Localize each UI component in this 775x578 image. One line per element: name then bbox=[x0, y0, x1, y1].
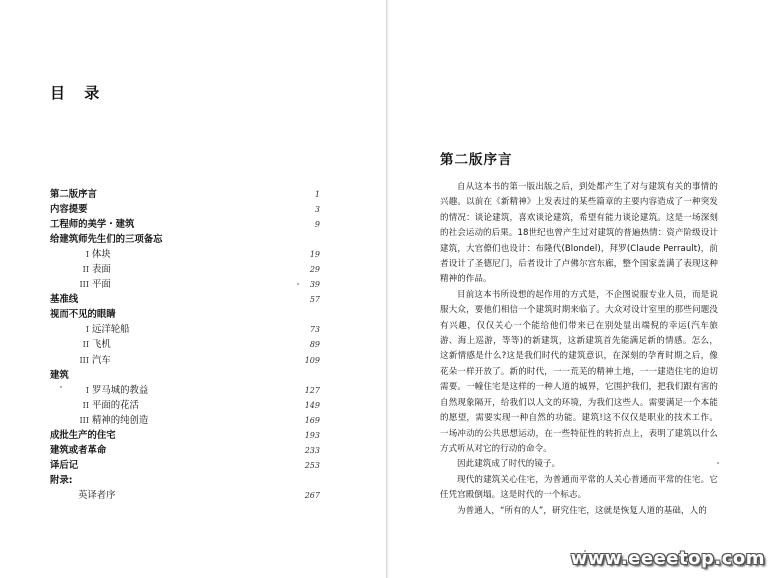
toc-entry-label: 平面的花活 bbox=[92, 399, 139, 411]
toc-entry-number: III bbox=[79, 280, 89, 290]
toc-entry-page: 3 bbox=[314, 205, 320, 215]
preface-paragraph: 因此建筑成了时代的镜子。 bbox=[457, 459, 561, 470]
toc-entry-number: I bbox=[85, 385, 89, 395]
toc-entry-label: 视而不见的眼睛 bbox=[50, 309, 116, 321]
toc-entry-label: 译后记 bbox=[50, 459, 79, 471]
toc-entry-page: 109 bbox=[304, 355, 320, 365]
toc-entry-label: 体块 bbox=[92, 249, 111, 261]
toc-entry-page: 29 bbox=[309, 265, 320, 275]
preface-paragraph: 现代的建筑关心住宅，为普通而平常的人关心普通而平常的住宅。它任凭宫殿倒塌。这是时代的一个标志。 bbox=[440, 474, 718, 501]
toc-entry-page: 267 bbox=[304, 490, 320, 500]
toc-entry-label: 汽车 bbox=[92, 354, 111, 366]
toc-entry bbox=[50, 187, 320, 202]
toc-entry-number: II bbox=[82, 265, 89, 275]
toc-entry-label: 工程师的美学・建筑 bbox=[50, 219, 135, 231]
scan-speck bbox=[297, 283, 299, 285]
toc-entry-label: 内容提要 bbox=[50, 204, 88, 216]
toc-entry-page: 73 bbox=[309, 325, 320, 335]
toc-entry bbox=[50, 473, 320, 488]
toc-entry-label: 精神的纯创造 bbox=[92, 414, 149, 426]
toc-entry-page: 9 bbox=[314, 220, 320, 230]
toc-entry-label: 平面 bbox=[92, 279, 111, 291]
toc-entry-label: 建筑或者革命 bbox=[50, 444, 107, 456]
toc-entry bbox=[50, 488, 320, 503]
toc-entry-label: 成批生产的住宅 bbox=[50, 429, 116, 441]
toc-entry-label: 第二版序言 bbox=[50, 189, 97, 200]
toc-entry-label: 飞机 bbox=[92, 339, 111, 351]
toc-entry-page: 1 bbox=[314, 190, 320, 199]
toc-entry bbox=[50, 428, 320, 443]
scan-speck bbox=[717, 462, 719, 464]
toc-entry-label: 罗马城的教益 bbox=[92, 384, 149, 396]
toc-entry-page: 169 bbox=[304, 415, 320, 425]
toc-entry-number: I bbox=[85, 250, 89, 260]
toc-entry bbox=[50, 443, 320, 458]
toc-entry bbox=[50, 202, 320, 217]
toc-entry-page: 127 bbox=[304, 385, 320, 395]
preface-paragraph: 为普通人，“所有的人”，研究住宅，这就是恢复人道的基础，人的 bbox=[457, 505, 707, 516]
toc-list bbox=[50, 187, 320, 503]
toc-entry-number: II bbox=[82, 400, 89, 410]
preface-title: 第二版序言 bbox=[440, 152, 513, 168]
toc-entry-page: 57 bbox=[309, 295, 320, 305]
toc-entry bbox=[50, 247, 320, 262]
site-watermark: www.eeeetop.com bbox=[570, 548, 765, 569]
toc-entry-number: II bbox=[82, 340, 89, 350]
toc-entry bbox=[50, 217, 320, 232]
left-page bbox=[0, 0, 386, 578]
toc-entry-page: 19 bbox=[309, 250, 320, 260]
toc-entry-label: 基准线 bbox=[50, 294, 79, 306]
toc-entry bbox=[50, 322, 320, 337]
toc-entry-label: 建筑 bbox=[50, 369, 69, 381]
toc-entry bbox=[50, 337, 320, 352]
toc-entry bbox=[50, 458, 320, 473]
toc-title: 目 录 bbox=[50, 84, 107, 102]
toc-entry bbox=[50, 232, 320, 247]
toc-entry-page: 233 bbox=[304, 445, 320, 455]
toc-entry-number: I bbox=[85, 325, 89, 335]
toc-entry bbox=[50, 413, 320, 428]
right-page bbox=[389, 0, 775, 578]
toc-entry-page: 253 bbox=[304, 460, 320, 470]
toc-entry-page: 39 bbox=[309, 280, 320, 290]
toc-entry-label: 附录: bbox=[50, 474, 73, 486]
preface-paragraph: 自从这本书的第一版出版之后，到处都产生了对与建筑有关的事情的兴趣。以前在《新精神》上发表过的某些篇章的主要内容造成了一种突发的情况：谈论建筑，喜欢谈论建筑，希望有能力谈论建筑。这是一场深刻的社会运动的后果。18世纪也曾产生过对建筑的普遍热情：资产阶级设计建筑，大官僚们也设计：布隆代(Blondel)，拜罗(Claude Perrault)，前者设计了圣德尼门，后者设计了卢佛尔宫东廊，整个国家盖满了表现这种精神的作品。 bbox=[440, 182, 718, 285]
toc-entry-page: 89 bbox=[309, 340, 320, 350]
scan-speck bbox=[60, 386, 62, 388]
preface-body bbox=[440, 180, 718, 519]
toc-entry bbox=[50, 262, 320, 277]
toc-entry bbox=[50, 368, 320, 383]
toc-entry-page: 193 bbox=[304, 430, 320, 440]
toc-entry bbox=[50, 292, 320, 307]
toc-entry bbox=[50, 383, 320, 398]
toc-entry bbox=[50, 398, 320, 413]
toc-entry-page: 149 bbox=[304, 400, 320, 410]
toc-entry-label: 远洋轮船 bbox=[92, 324, 130, 336]
toc-entry-label: 英译者序 bbox=[78, 489, 116, 501]
toc-entry-number: III bbox=[79, 355, 89, 365]
toc-entry bbox=[50, 277, 320, 292]
toc-entry-number: III bbox=[79, 415, 89, 425]
preface-paragraph: 目前这本书所设想的起作用的方式是，不企图说服专业人员，而是说服大众，要他们相信一个建筑时期来临了。大众对设计室里的那些问题没有兴趣，仅仅关心一个能给他们带来已在别处显出端倪的幸运(汽车旅游、海上巡游，等等)的新建筑，这新建筑首先能满足新的情感。怎么，这新情感是什么?这是我们时代的建筑意识，在深刻的孕育时期之后，像花朵一样开放了。新的时代，一一荒芜的精神土地，一一建造住宅的迫切需要。一幢住宅是这样的一种人道的城界，它围护我们，把我们跟有害的自然现象隔开，给我们以人文的环境，为我们这些人。需要满足一个本能的愿望，需要实现一种自然的功能。建筑!这不仅仅是职业的技术工作。一场冲动的公共思想运动，在一些特征性的转折点上，表明了建筑以什么方式听从对它的行动的命令。 bbox=[440, 289, 718, 454]
toc-entry-label: 表面 bbox=[92, 264, 111, 276]
toc-entry bbox=[50, 307, 320, 322]
toc-entry bbox=[50, 353, 320, 368]
toc-entry-label: 给建筑师先生们的三项备忘 bbox=[50, 234, 163, 246]
